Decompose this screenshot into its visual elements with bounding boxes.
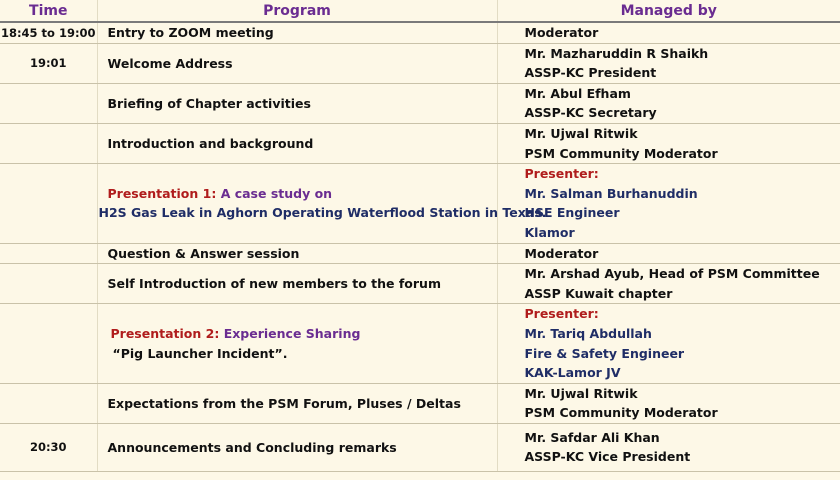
program-cell: Self Introduction of new members to the forum <box>97 264 497 304</box>
presentation-subtitle: H2S Gas Leak in Aghorn Operating Waterflood Station in Texas. <box>98 205 547 221</box>
managed-line: Moderator <box>524 25 599 40</box>
presenter-label: Presenter: <box>524 166 599 182</box>
managed-line: Mr. Safdar Ali Khan <box>524 429 660 445</box>
managed-line: Mr. Ujwal Ritwik <box>524 385 638 401</box>
presentation-label: Presentation 1: <box>107 185 217 201</box>
managed-by-cell <box>497 243 840 264</box>
table-row <box>0 423 840 471</box>
program-cell <box>97 164 547 243</box>
managed-line: ASSP Kuwait chapter <box>524 285 673 301</box>
time-cell: 19:01 <box>0 43 97 83</box>
managed-line: HSE Engineer <box>524 205 620 221</box>
presenter-label: Presenter: <box>524 306 599 322</box>
table-row <box>0 383 840 423</box>
header-program: Program <box>97 0 497 22</box>
table-row <box>0 264 840 304</box>
table-row <box>0 123 840 163</box>
presentation-heading <box>108 184 497 204</box>
table-row <box>0 164 840 243</box>
time-cell <box>0 304 97 383</box>
presentation-subtitle: “Pig Launcher Incident”. <box>112 345 288 361</box>
program-cell: Announcements and Concluding remarks <box>97 423 497 471</box>
managed-line: Mr. Abul Efham <box>524 85 631 101</box>
table-row <box>0 243 840 264</box>
managed-by-cell <box>497 383 840 423</box>
managed-line: Mr. Ujwal Ritwik <box>524 125 638 141</box>
time-cell <box>0 264 97 304</box>
managed-line: ASSP-KC Secretary <box>524 105 657 121</box>
program-cell: Entry to ZOOM meeting <box>97 22 497 43</box>
managed-line: PSM Community Moderator <box>524 145 718 161</box>
managed-line: Fire & Safety Engineer <box>524 345 685 361</box>
managed-line: Mr. Arshad Ayub, Head of PSM Committee <box>524 266 820 282</box>
time-cell <box>0 383 97 423</box>
presentation-title: A case study on <box>220 185 333 201</box>
managed-line: ASSP-KC President <box>524 65 657 81</box>
time-cell <box>0 164 97 243</box>
managed-by-cell <box>497 164 840 243</box>
program-cell: Briefing of Chapter activities <box>97 83 497 123</box>
managed-by-cell <box>497 43 840 83</box>
time-cell: 20:30 <box>0 423 97 471</box>
program-cell: Expectations from the PSM Forum, Pluses / Deltas <box>97 383 497 423</box>
managed-by-cell <box>497 304 840 383</box>
program-cell <box>97 304 497 383</box>
managed-line: Mr. Mazharuddin R Shaikh <box>524 45 709 61</box>
table-row <box>0 22 840 43</box>
program-cell: Question & Answer session <box>97 243 497 264</box>
managed-line: Klamor <box>524 224 575 240</box>
managed-line: Mr. Salman Burhanuddin <box>524 185 698 201</box>
time-cell: 18:45 to 19:00 <box>0 22 97 43</box>
managed-line: PSM Community Moderator <box>524 405 718 421</box>
time-cell <box>0 83 97 123</box>
program-cell: Welcome Address <box>97 43 497 83</box>
table-row <box>0 83 840 123</box>
header-time: Time <box>0 0 97 22</box>
managed-by-cell <box>497 264 840 304</box>
header-managed-by: Managed by <box>497 0 840 22</box>
time-cell <box>0 123 97 163</box>
managed-line: Mr. Tariq Abdullah <box>524 325 652 341</box>
managed-by-cell <box>497 22 840 43</box>
presentation-title: Experience Sharing <box>223 325 361 341</box>
table-row <box>0 304 840 383</box>
program-cell: Introduction and background <box>97 123 497 163</box>
managed-by-cell <box>497 83 840 123</box>
managed-line: KAK-Lamor JV <box>524 365 621 381</box>
header-row <box>0 0 840 22</box>
time-cell <box>0 243 97 264</box>
presentation-heading <box>108 324 497 344</box>
managed-by-cell <box>497 423 840 471</box>
managed-by-cell <box>497 123 840 163</box>
managed-line: ASSP-KC Vice President <box>524 449 691 465</box>
table-row <box>0 43 840 83</box>
presentation-label: Presentation 2: <box>110 325 220 341</box>
managed-line: Moderator <box>524 245 599 261</box>
